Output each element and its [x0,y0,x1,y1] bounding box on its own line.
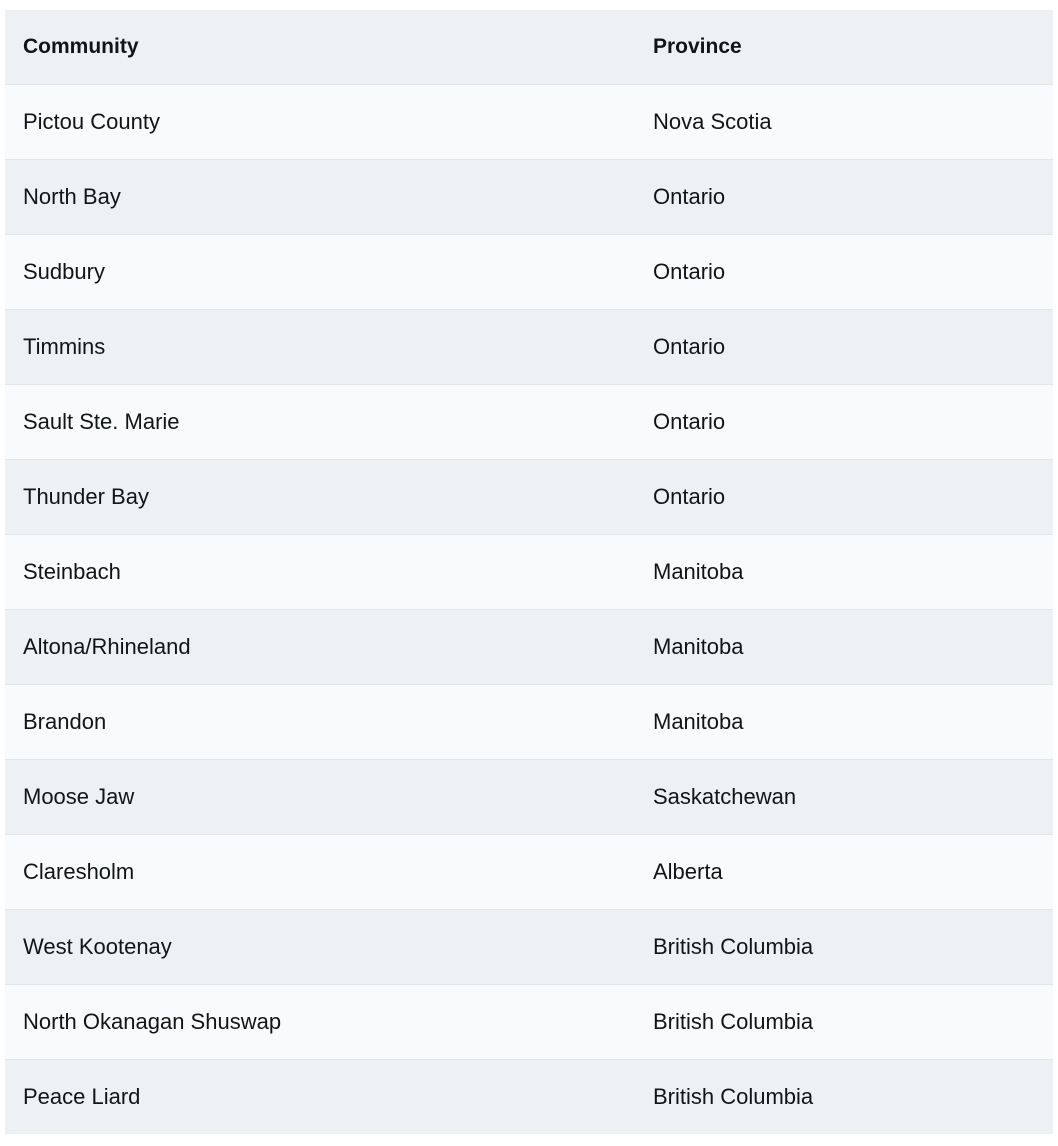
cell-community: Altona/Rhineland [5,610,635,685]
cell-province: Manitoba [635,610,1053,685]
cell-province: Saskatchewan [635,760,1053,835]
cell-province: Alberta [635,835,1053,910]
cell-community: West Kootenay [5,910,635,985]
cell-province: Nova Scotia [635,85,1053,160]
cell-community: North Okanagan Shuswap [5,985,635,1060]
cell-community: Peace Liard [5,1060,635,1135]
cell-community: Steinbach [5,535,635,610]
table-row [5,760,1053,835]
table-header [5,10,1053,85]
cell-province: British Columbia [635,985,1053,1060]
table-row [5,535,1053,610]
cell-province: Ontario [635,460,1053,535]
cell-community: North Bay [5,160,635,235]
cell-province: Manitoba [635,685,1053,760]
table-row [5,160,1053,235]
cell-community: Claresholm [5,835,635,910]
cell-province: Ontario [635,310,1053,385]
table-row [5,610,1053,685]
cell-community: Thunder Bay [5,460,635,535]
table-body [5,85,1053,1135]
cell-province: Ontario [635,385,1053,460]
table-row [5,235,1053,310]
header-row [5,10,1053,85]
cell-community: Pictou County [5,85,635,160]
table-row [5,910,1053,985]
table-row [5,85,1053,160]
community-table [5,10,1053,1134]
cell-province: Ontario [635,235,1053,310]
table-row [5,1060,1053,1135]
cell-community: Sudbury [5,235,635,310]
table-row [5,685,1053,760]
community-table-container [5,10,1053,1134]
cell-community: Brandon [5,685,635,760]
cell-province: Manitoba [635,535,1053,610]
cell-community: Moose Jaw [5,760,635,835]
cell-province: British Columbia [635,910,1053,985]
cell-province: Ontario [635,160,1053,235]
table-row [5,835,1053,910]
cell-province: British Columbia [635,1060,1053,1135]
table-row [5,310,1053,385]
table-row [5,385,1053,460]
cell-community: Timmins [5,310,635,385]
table-row [5,460,1053,535]
cell-community: Sault Ste. Marie [5,385,635,460]
table-row [5,985,1053,1060]
header-province: Province [635,10,1053,85]
header-community: Community [5,10,635,85]
